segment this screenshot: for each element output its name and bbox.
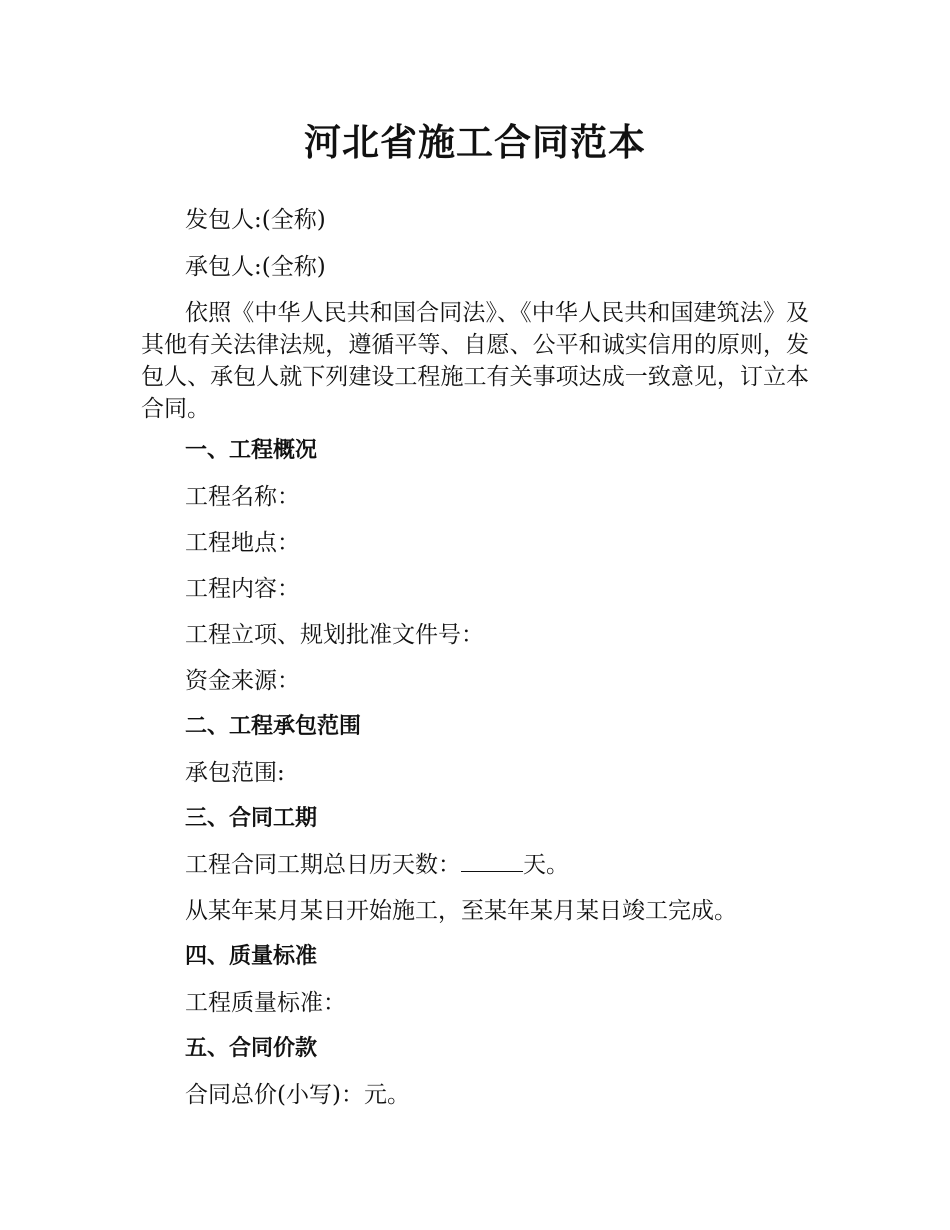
section-heading-scope: 二、工程承包范围 bbox=[185, 714, 362, 739]
section-heading-quality: 四、质量标准 bbox=[185, 944, 318, 969]
project-location-line: 工程地点： bbox=[185, 530, 300, 556]
duration-prefix: 工程合同工期总日历天数： bbox=[185, 852, 461, 878]
employer-line: 发包人:(全称) bbox=[185, 207, 326, 233]
project-name-line: 工程名称： bbox=[185, 484, 300, 510]
project-content-line: 工程内容： bbox=[185, 576, 300, 602]
preamble-paragraph: 依照《中华人民共和国合同法》、《中华人民共和国建筑法》及其他有关法律法规，遵循平等、自愿、公平和诚实信用的原则，发包人、承包人就下列建设工程施工有关事项达成一致意见，订立本合同。 bbox=[141, 300, 809, 422]
contractor-line: 承包人:(全称) bbox=[185, 254, 326, 280]
duration-suffix: 天。 bbox=[523, 852, 569, 878]
section-heading-price: 五、合同价款 bbox=[185, 1036, 318, 1061]
price-line: 合同总价(小写)：元。 bbox=[185, 1082, 410, 1108]
quality-line: 工程质量标准： bbox=[185, 990, 346, 1016]
duration-line bbox=[185, 849, 569, 881]
funding-source-line: 资金来源： bbox=[185, 668, 300, 694]
schedule-line: 从某年某月某日开始施工，至某年某月某日竣工完成。 bbox=[185, 898, 737, 924]
project-approval-line: 工程立项、规划批准文件号： bbox=[185, 622, 484, 648]
scope-line: 承包范围: bbox=[185, 760, 285, 786]
section-heading-duration: 三、合同工期 bbox=[185, 806, 318, 831]
section-heading-overview: 一、工程概况 bbox=[185, 438, 318, 463]
duration-blank bbox=[461, 849, 523, 872]
document-title: 河北省施工合同范本 bbox=[304, 121, 646, 164]
